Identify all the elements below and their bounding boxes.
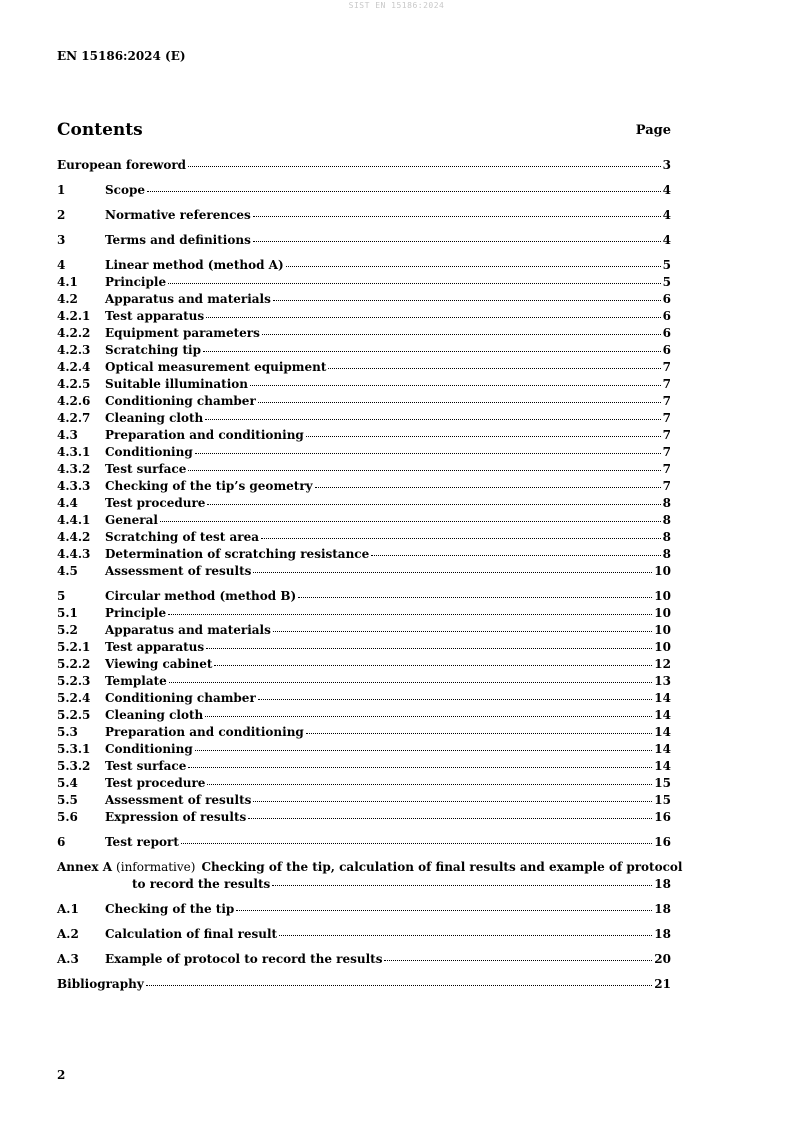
toc-page: 5 [662,258,671,272]
toc-number: 4.2 [57,292,78,306]
toc-entry-annex-a[interactable] [57,859,683,893]
toc-page: 14 [654,742,671,756]
toc-entry-5-3[interactable] [57,724,671,741]
annex-title-line2: to record the results [132,877,271,891]
dot-leader [272,884,652,886]
toc-page: 18 [654,927,671,941]
toc-number: 4.2.2 [57,326,91,340]
toc-page: 10 [654,640,671,654]
toc-entry-A-2[interactable] [57,926,671,943]
toc-title: Determination of scratching resistance [105,547,370,561]
toc-entry-4-2-3[interactable] [57,342,671,359]
toc-page: 8 [662,530,671,544]
toc-title: Test apparatus [105,309,205,323]
dot-leader [273,299,661,301]
toc-title: Optical measurement equipment [105,360,327,374]
toc-title: Checking of the tip [105,902,235,916]
dot-leader [207,503,660,505]
toc-number: 5.3.1 [57,742,91,756]
dot-leader [253,215,661,217]
toc-entry-2[interactable] [57,207,671,224]
dot-leader [206,316,661,318]
toc-number: 4 [57,258,66,272]
dot-leader [207,783,652,785]
toc-number: 5.2.3 [57,674,91,688]
toc-number: 5.2.1 [57,640,91,654]
toc-entry-4-3-2[interactable] [57,461,671,478]
toc-number: 5.2.5 [57,708,91,722]
toc-number: 5.1 [57,606,78,620]
dot-leader [195,749,653,751]
toc-title: Conditioning chamber [105,394,256,408]
dot-leader [168,282,661,284]
toc-number: 5.2.4 [57,691,91,705]
toc-number: 3 [57,233,66,247]
page-column-title: Page [635,123,671,138]
toc-page: 8 [662,496,671,510]
toc-title: Apparatus and materials [105,623,271,637]
toc-title: Conditioning [105,445,193,459]
dot-leader [279,934,652,936]
toc-page: 6 [662,343,671,357]
toc-page: 21 [654,977,671,991]
toc-entry-3[interactable] [57,232,671,249]
dot-leader [328,367,660,369]
toc-page: 15 [654,776,671,790]
document-id: EN 15186:2024 (E) [57,49,186,63]
toc-number: 4.3.2 [57,462,91,476]
toc-page: 16 [654,835,671,849]
toc-number: 4.2.1 [57,309,91,323]
toc-page: 7 [662,428,671,442]
toc-entry-4-3-3[interactable] [57,478,671,495]
toc-number: 5.3 [57,725,78,739]
toc-title: Circular method (method B) [105,589,297,603]
toc-title: Preparation and conditioning [105,428,304,442]
toc-title: Assessment of results [105,564,252,578]
toc-number: 5.2.2 [57,657,91,671]
toc-title: Assessment of results [105,793,252,807]
toc-number: 4.4.1 [57,513,91,527]
toc-entry-A-3[interactable] [57,951,671,968]
toc-title: Cleaning cloth [105,411,204,425]
toc-entry-4[interactable] [57,257,671,274]
toc-entry-5-4[interactable] [57,775,671,792]
toc-entry-6[interactable] [57,834,671,851]
toc-number: 4.4.2 [57,530,91,544]
toc-number: 4.2.7 [57,411,91,425]
toc-title: Linear method (method A) [105,258,284,272]
toc-number: 4.3.3 [57,479,91,493]
dot-leader [250,384,661,386]
toc-number: 4.2.4 [57,360,91,374]
toc-page: 10 [654,623,671,637]
toc-number: 6 [57,835,66,849]
dot-leader [188,165,661,167]
toc-title: Test report [105,835,179,849]
toc-title: Suitable illumination [105,377,249,391]
toc-title: Checking of the tip’s geometry [105,479,313,493]
toc-page: 13 [654,674,671,688]
toc-page: 7 [662,462,671,476]
toc-page: 12 [654,657,671,671]
dot-leader [258,698,653,700]
dot-leader [214,664,652,666]
toc-entry-5-1[interactable] [57,605,671,622]
toc-entry-5-3-1[interactable] [57,741,671,758]
toc-entry-5-6[interactable] [57,809,671,826]
toc-entry-4-4-1[interactable] [57,512,671,529]
toc-title: Scratching tip [105,343,201,357]
toc-number: 5.6 [57,810,78,824]
toc-number: 4.1 [57,275,78,289]
toc-title: Calculation of final result [105,927,278,941]
toc-title: Principle [105,275,167,289]
toc-entry-5-5[interactable] [57,792,671,809]
toc-page: 18 [654,902,671,916]
toc-number: 1 [57,183,66,197]
toc-title: Test surface [105,462,187,476]
toc-entry-5-2-3[interactable] [57,673,671,690]
toc-entry-5-2-5[interactable] [57,707,671,724]
toc-title: Equipment parameters [105,326,260,340]
toc-title: Test procedure [105,496,206,510]
toc-page: 14 [654,691,671,705]
toc-entry-4-2-1[interactable] [57,308,671,325]
toc-entry-A-1[interactable] [57,901,671,918]
dot-leader [248,817,652,819]
toc-entry-5-3-2[interactable] [57,758,671,775]
dot-leader [205,418,660,420]
toc-number: A.3 [57,952,79,966]
dot-leader [236,909,652,911]
toc-number: 4.4 [57,496,78,510]
toc-number: 5.3.2 [57,759,91,773]
toc-page: 16 [654,810,671,824]
toc-page: 10 [654,564,671,578]
toc-page: 14 [654,708,671,722]
toc-entry-4-2-4[interactable] [57,359,671,376]
dot-leader [306,732,652,734]
toc-entry-4-4-2[interactable] [57,529,671,546]
toc-page: 3 [662,158,671,172]
toc-entry-4-2-5[interactable] [57,376,671,393]
toc-page: 4 [662,183,671,197]
annex-label: Annex A [57,860,113,874]
toc-number: 2 [57,208,66,222]
toc-title: Conditioning [105,742,193,756]
toc-entry-bibliography[interactable] [57,976,671,993]
dot-leader [188,469,660,471]
toc-entry-4-3[interactable] [57,427,671,444]
dot-leader [253,571,652,573]
toc-entry-4-1[interactable] [57,274,671,291]
toc-page: 6 [662,326,671,340]
dot-leader [253,800,652,802]
dot-leader [181,842,652,844]
toc-number: A.1 [57,902,79,916]
dot-leader [315,486,661,488]
table-of-contents [57,157,683,993]
toc-page: 14 [654,725,671,739]
dot-leader [306,435,661,437]
contents-title: Contents [57,120,143,140]
toc-number: 4.3 [57,428,78,442]
toc-entry-4-2-7[interactable] [57,410,671,427]
toc-number: 4.5 [57,564,78,578]
toc-number: 5 [57,589,66,603]
toc-entry-4-4[interactable] [57,495,671,512]
toc-number: 5.5 [57,793,78,807]
toc-number: 5.2 [57,623,78,637]
annex-title-line1: Checking of the tip, calculation of final results and example of protocol [201,860,683,874]
toc-number: 4.3.1 [57,445,91,459]
toc-page: 14 [654,759,671,773]
toc-page: 6 [662,292,671,306]
toc-title: Template [105,674,167,688]
toc-title: Normative references [105,208,251,222]
annex-continuation-line [57,876,671,893]
toc-entry-4-5[interactable] [57,563,671,580]
toc-title: European foreword [57,158,187,172]
toc-title: Scope [105,183,146,197]
toc-number: 4.2.5 [57,377,91,391]
toc-page: 20 [654,952,671,966]
toc-page: 10 [654,606,671,620]
toc-title: Expression of results [105,810,247,824]
toc-title: General [105,513,158,527]
toc-page: 4 [662,233,671,247]
dot-leader [205,715,652,717]
toc-title: Test procedure [105,776,206,790]
toc-title: Conditioning chamber [105,691,256,705]
dot-leader [262,333,661,335]
toc-number: A.2 [57,927,79,941]
toc-entry-5-2[interactable] [57,622,671,639]
toc-entry-5[interactable] [57,588,671,605]
dot-leader [261,537,661,539]
toc-number: 5.4 [57,776,78,790]
toc-title: Terms and definitions [105,233,251,247]
toc-entry-4-4-3[interactable] [57,546,671,563]
toc-page: 7 [662,479,671,493]
toc-page: 7 [662,394,671,408]
contents-header [57,119,671,141]
dot-leader [146,984,653,986]
dot-leader [273,630,652,632]
annex-informative: (informative) [116,860,196,874]
page-number: 2 [57,1068,66,1082]
toc-page: 4 [662,208,671,222]
toc-title: Principle [105,606,167,620]
toc-entry-4-2-2[interactable] [57,325,671,342]
dot-leader [195,452,661,454]
dot-leader [160,520,661,522]
dot-leader [258,401,661,403]
toc-title: Preparation and conditioning [105,725,304,739]
toc-title: Test surface [105,759,187,773]
toc-page: 6 [662,309,671,323]
toc-entry-1[interactable] [57,182,671,199]
dot-leader [168,613,652,615]
toc-page: 7 [662,377,671,391]
toc-page: 7 [662,411,671,425]
toc-page: 8 [662,513,671,527]
watermark: SIST EN 15186:2024 [348,1,445,10]
toc-title: Test apparatus [105,640,205,654]
toc-page: 5 [662,275,671,289]
dot-leader [298,596,652,598]
dot-leader [147,190,661,192]
dot-leader [169,681,653,683]
dot-leader [206,647,652,649]
dot-leader [188,766,652,768]
dot-leader [371,554,660,556]
toc-title: Cleaning cloth [105,708,204,722]
toc-entry-foreword[interactable] [57,157,671,174]
dot-leader [203,350,661,352]
toc-page: 18 [654,877,671,891]
toc-entry-4-2[interactable] [57,291,671,308]
dot-leader [253,240,661,242]
toc-entry-5-2-2[interactable] [57,656,671,673]
toc-entry-4-2-6[interactable] [57,393,671,410]
toc-page: 10 [654,589,671,603]
toc-entry-4-3-1[interactable] [57,444,671,461]
toc-title: Bibliography [57,977,144,991]
toc-number: 4.2.6 [57,394,91,408]
dot-leader [286,265,661,267]
toc-title: Scratching of test area [105,530,260,544]
toc-entry-5-2-1[interactable] [57,639,671,656]
toc-number: 4.4.3 [57,547,91,561]
toc-page: 7 [662,360,671,374]
toc-title: Apparatus and materials [105,292,271,306]
dot-leader [384,959,652,961]
toc-title: Viewing cabinet [105,657,213,671]
toc-title: Example of protocol to record the results [105,952,383,966]
toc-page: 7 [662,445,671,459]
annex-heading-line [57,859,683,876]
toc-page: 15 [654,793,671,807]
toc-entry-5-2-4[interactable] [57,690,671,707]
toc-page: 8 [662,547,671,561]
toc-number: 4.2.3 [57,343,91,357]
